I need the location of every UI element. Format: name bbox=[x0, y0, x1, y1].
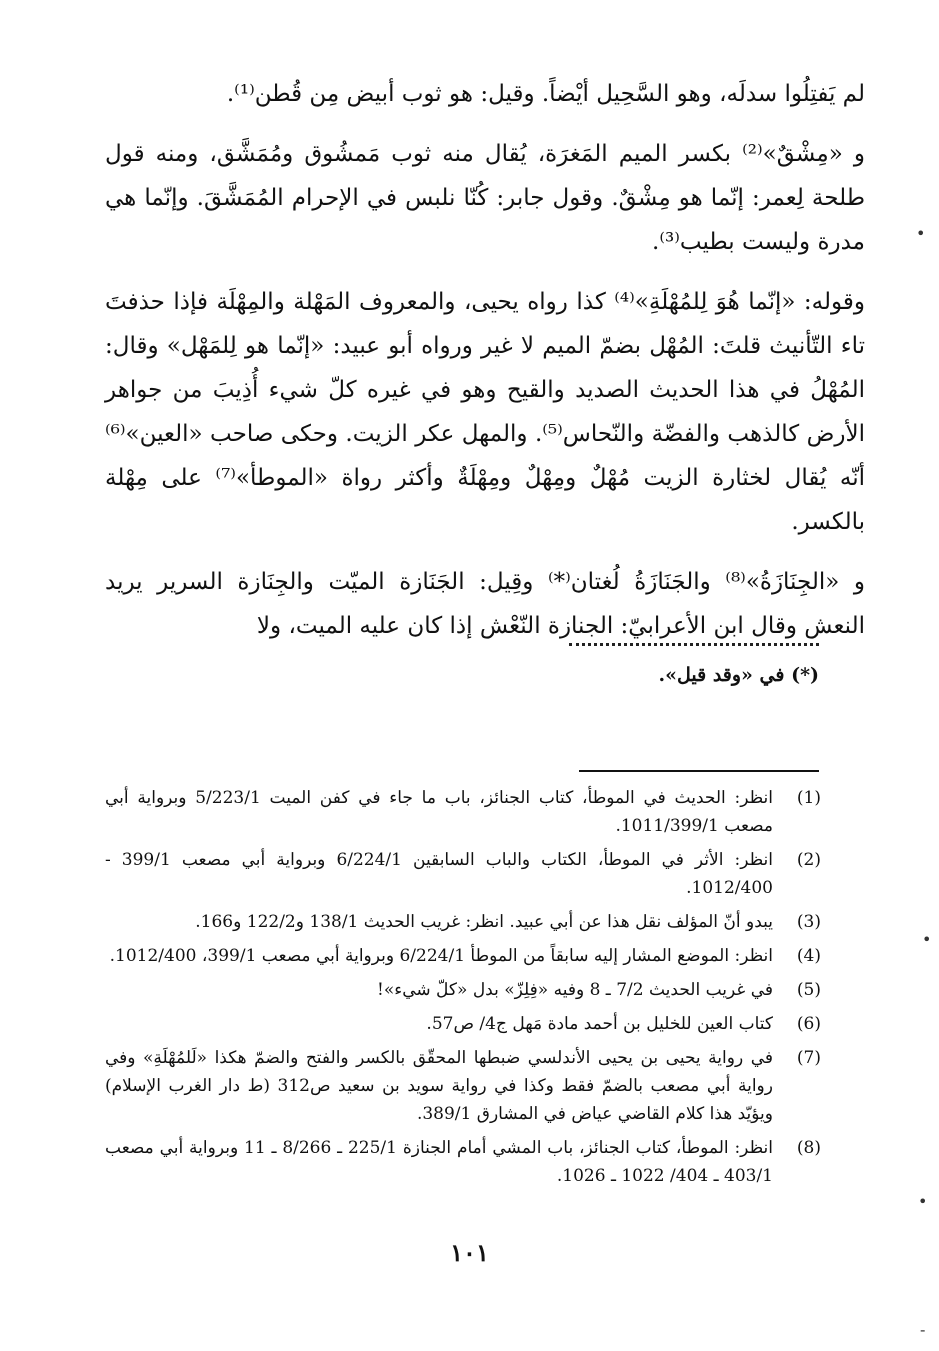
footnote-number: (2) bbox=[796, 850, 821, 870]
footnote-text: انظر: الموضع المشار إليه سابقاً من الموطأ 6/224/1 وبرواية أبي مصعب 399/1، 1012/400. bbox=[109, 946, 773, 966]
scan-speck: - bbox=[920, 1320, 926, 1339]
footnote bbox=[105, 846, 821, 902]
footnote-number: (7) bbox=[796, 1048, 821, 1068]
footnote bbox=[105, 1010, 821, 1038]
footnote bbox=[105, 942, 821, 970]
paragraph: و «مِشْقٌ»⁽²⁾ بكسر الميم المَغرَة، يُقال منه ثوب مَمشُوق ومُمَشَّق، ومنه قول طلحة لِعمر: إنّما هو مِشْقٌ. وقول جابر: كُنّا نلبس في الإحرام المُمَشَّقَ. وإنّما هي مدرة وليست بطيب⁽³⁾. bbox=[105, 141, 865, 255]
footnote-rule bbox=[579, 770, 819, 772]
footnote bbox=[105, 908, 821, 936]
footnote-text: في غريب الحديث 7/2 ـ 8 وفيه «فِلِزّ» بدل «كلّ شيء»! bbox=[377, 980, 773, 1000]
footnote bbox=[105, 976, 821, 1004]
scan-speck: • bbox=[916, 224, 926, 243]
footnotes-list bbox=[105, 784, 821, 1196]
scan-speck: • bbox=[922, 930, 932, 949]
footnote-number: (3) bbox=[796, 912, 821, 932]
footnote-text: انظر: الأثر في الموطأ، الكتاب والباب السابقين 6/224/1 وبرواية أبي مصعب 399/1 - 1012/400. bbox=[105, 850, 773, 898]
footnote-text: كتاب العين للخليل بن أحمد مادة مَهل ج4/ ص57. bbox=[426, 1014, 773, 1034]
scan-speck: • bbox=[918, 1192, 928, 1211]
footnote bbox=[105, 784, 821, 840]
footnote-text: في رواية يحيى بن يحيى الأندلسي ضبطها المحقّق بالكسر والفتح والضمّ هكذا «لَلمُهْلَةِ» وفي رواية أبي مصعب بالضمّ فقط وكذا في رواية سويد بن سعيد ص312 (ط دار الغرب الإسلام) ويؤيّد هذا كلام القاضي عياض في المشارق 389/1. bbox=[105, 1048, 773, 1124]
dotted-separator bbox=[569, 643, 819, 646]
page-number: ١٠١ bbox=[450, 1238, 489, 1267]
footnote-number: (5) bbox=[796, 980, 821, 1000]
paragraph: و «الجِنَازَةُ»⁽⁸⁾ والجَنَازَةُ لُغتان⁽*⁾ وقِيل: الجَنَازة الميّت والجِنَازة السرير يريد النعش وقال ابن الأعرابيّ: الجنازة النّعْش إذا كان عليه الميت، ولا bbox=[105, 569, 865, 639]
footnote-text: يبدو أنّ المؤلف نقل هذا عن أبي عبيد. انظر: غريب الحديث 138/1 و122/2 و166. bbox=[195, 912, 773, 932]
star-note: (*) في «وقد قيل». bbox=[658, 664, 819, 686]
footnote-text: انظر: الحديث في الموطأ، كتاب الجنائز، باب ما جاء في كفن الميت 5/223/1 وبرواية أبي مصعب 1011/399/1. bbox=[105, 788, 774, 836]
main-text bbox=[105, 72, 865, 664]
footnote-number: (8) bbox=[796, 1138, 821, 1158]
footnote-number: (6) bbox=[796, 1014, 821, 1034]
footnote-number: (1) bbox=[796, 788, 821, 808]
footnote bbox=[105, 1134, 821, 1190]
footnote bbox=[105, 1044, 821, 1128]
paragraph: وقوله: «إنّما هُوَ لِلمُهْلَةِ»⁽⁴⁾ كذا رواه يحيى، والمعروف المَهْلة والمِهْلَة فإذا حذفتَ تاء التّأنيث قلتَ: المُهْل بضمّ الميم لا غير ورواه أبو عبيد: «إنّما هو لِلمَهْل» وقال: المُهْلُ في هذا الحديث الصديد والقيح وهو في غيره كلّ شيء أُذِيبَ من جواهر الأرض كالذهب والفضّة والنّحاس⁽⁵⁾. والمهل عكر الزيت. وحكى صاحب «العين»⁽⁶⁾ أنّه يُقال لخثارة الزيت مُهْلٌ ومِهْلٌ ومِهْلَةٌ وأكثر رواة «الموطأ»⁽⁷⁾ على مِهْلة بالكسر. bbox=[105, 289, 866, 535]
paragraph: لم يَفتِلُوا سدلَه، وهو السَّحِيل أيْضاً. وقيل: هو ثوب أبيض مِن قُطن⁽¹⁾. bbox=[226, 81, 865, 107]
footnote-text: انظر: الموطأ، كتاب الجنائز، باب المشي أمام الجنازة 225/1 ـ 8/266 ـ 11 وبرواية أبي مصعب 403/1 ـ 404/ 1022 ـ 1026. bbox=[105, 1138, 773, 1186]
footnote-number: (4) bbox=[796, 946, 821, 966]
